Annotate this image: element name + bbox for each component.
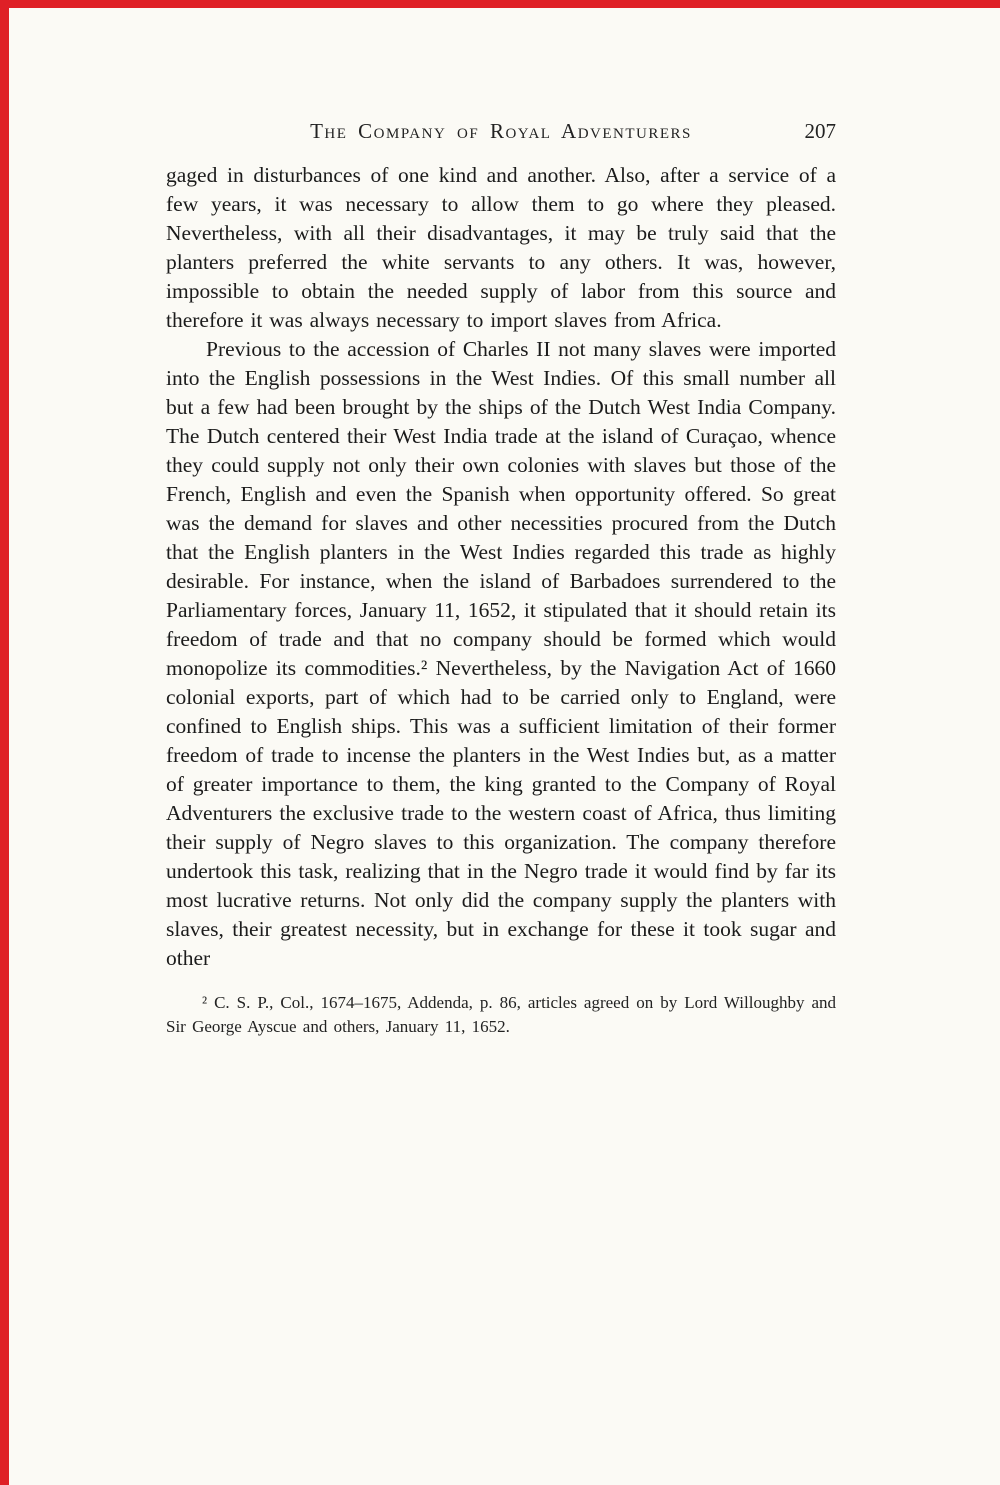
scanner-edge-top-mark [0, 0, 1000, 8]
footnote: ² C. S. P., Col., 1674–1675, Addenda, p. 86, articles agreed on by Lord Willoughby and Sir George Ayscue and others, January 11, 1652. [166, 993, 836, 1036]
paragraph-previous-accession: Previous to the accession of Charles II not many slaves were imported into the English possessions in the West Indies. Of this small number all but a few had been brought by the ships of the Dutch West India Company. The Dutch centered their West India trade at the island of Curaçao, whence they could supply not only their own colonies with slaves but those of the French, English and even the Spanish when opportunity offered. So great was the demand for slaves and other necessities procured from the Dutch that the English planters in the West Indies regarded this trade as highly desirable. For instance, when the island of Barbadoes surrendered to the Parliamentary forces, January 11, 1652, it stipulated that it should retain its freedom of trade and that no company should be formed which would monopolize its commodities.² Nevertheless, by the Navigation Act of 1660 colonial exports, part of which had to be carried only to England, were confined to English ships. This was a sufficient limitation of their former freedom of trade to incense the planters in the West Indies but, as a matter of greater importance to them, the king granted to the Company of Royal Adventurers the exclusive trade to the western coast of Africa, thus limiting their supply of Negro slaves to this organization. The company therefore undertook this task, realizing that in the Negro trade it would find by far its most lucrative returns. Not only did the company supply the planters with slaves, their greatest necessity, but in exchange for these it took sugar and other [166, 337, 836, 970]
running-header [166, 115, 836, 147]
paragraph-continuation: gaged in disturbances of one kind and another. Also, after a service of a few years, it was necessary to allow them to go where they pleased. Nevertheless, with all their disadvantages, it may be truly said that the planters preferred the white servants to any others. It was, however, impossible to obtain the needed supply of labor from this source and therefore it was always necessary to import slaves from Africa. [166, 163, 836, 332]
page-content [166, 115, 836, 1039]
body-text [166, 161, 836, 973]
header-title: The Company of Royal Adventurers [310, 119, 692, 143]
scanner-edge-left-mark [0, 0, 9, 1485]
page-number: 207 [804, 119, 836, 143]
